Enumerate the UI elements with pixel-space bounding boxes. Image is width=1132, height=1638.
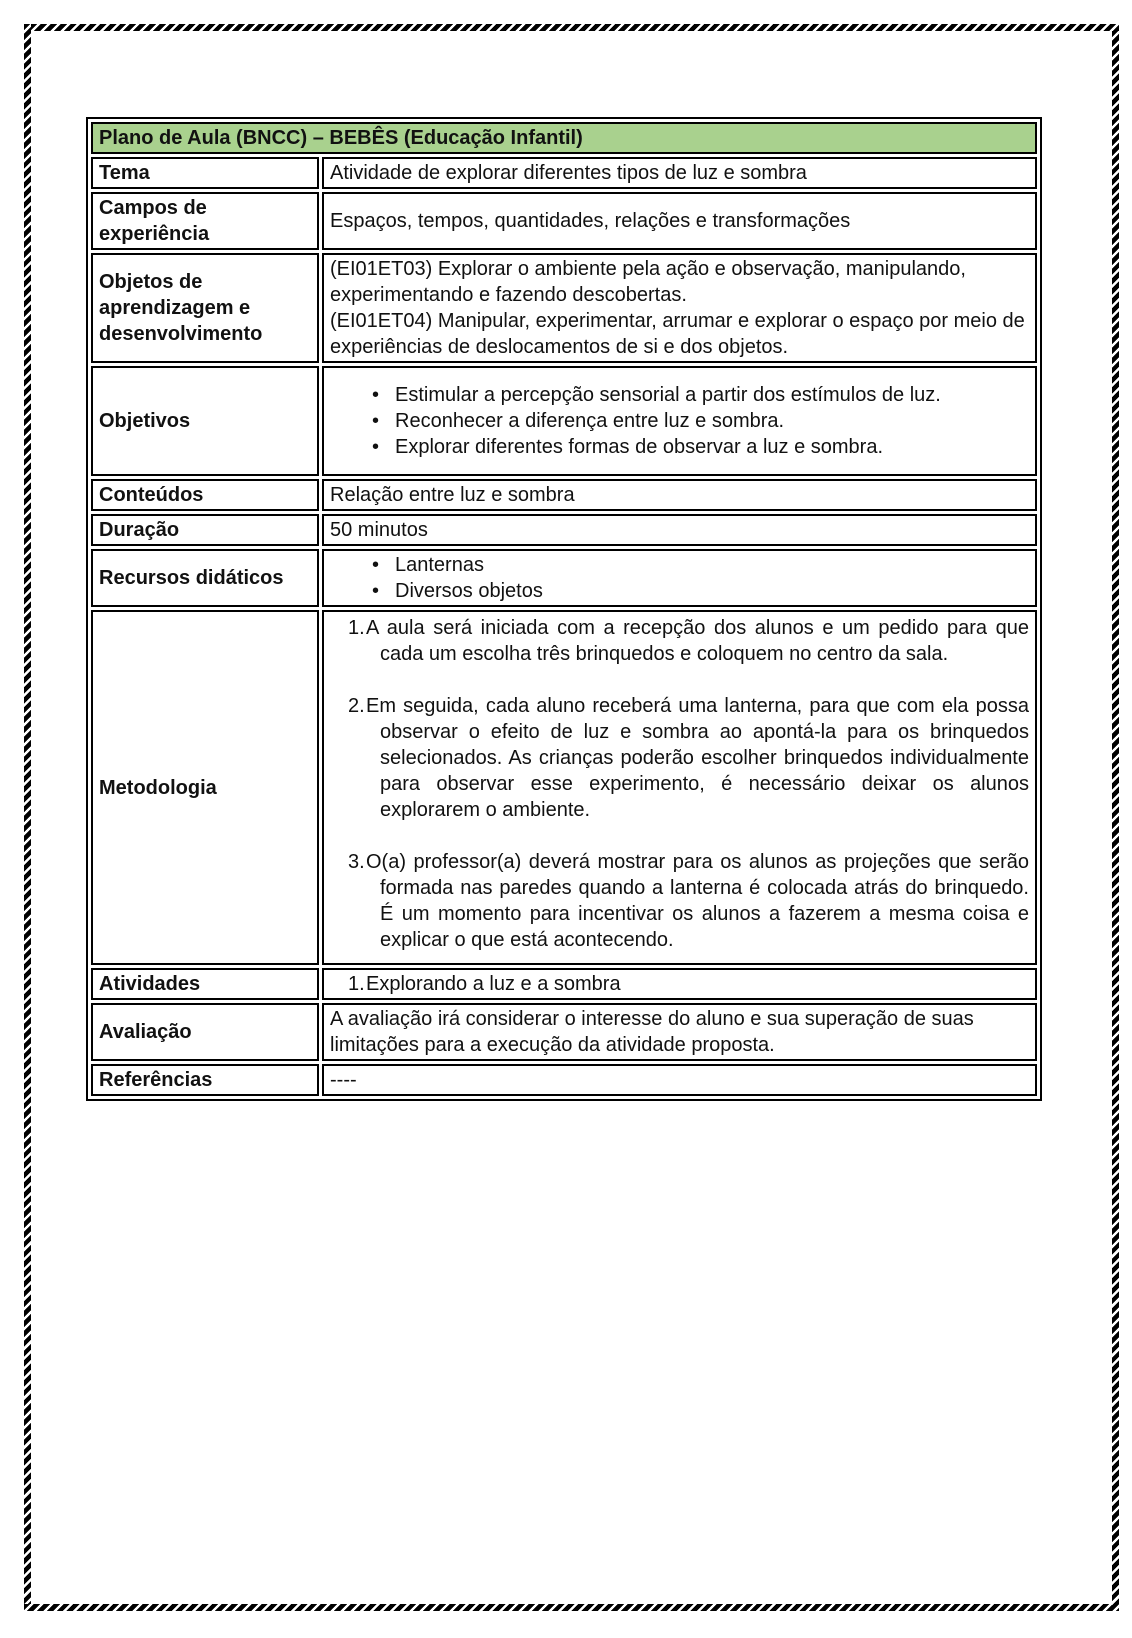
row-content: Relação entre luz e sombra	[322, 479, 1037, 511]
row-label: Tema	[91, 157, 319, 189]
row-content: A avaliação irá considerar o interesse do aluno e sua superação de suas limitações para a execução da atividade proposta.	[322, 1003, 1037, 1061]
table-row	[91, 610, 1037, 965]
row-content	[322, 253, 1037, 363]
numbered-list	[330, 971, 1029, 997]
numbered-item: 1. A aula será iniciada com a recepção dos alunos e um pedido para que cada um escolha três brinquedos e coloquem no centro da sala.	[380, 615, 1029, 667]
bullet-item: • Estimular a percepção sensorial a partir dos estímulos de luz.	[395, 382, 1029, 408]
page-border-top	[31, 24, 1119, 31]
numbered-item: 1. Explorando a luz e a sombra	[380, 971, 1029, 997]
row-label: Objetos de aprendizagem e desenvolvimento	[91, 253, 319, 363]
numbered-list	[330, 615, 1029, 953]
lesson-plan	[86, 117, 1042, 1101]
row-label: Metodologia	[91, 610, 319, 965]
row-label: Duração	[91, 514, 319, 546]
numbered-item: 3. O(a) professor(a) deverá mostrar para os alunos as projeções que serão formada nas paredes quando a lanterna é colocada atrás do brinquedo. É um momento para incentivar os alunos a fazerem a mesma coisa e explicar o que está acontecendo.	[380, 849, 1029, 953]
table-row	[91, 192, 1037, 250]
row-content	[322, 549, 1037, 607]
row-label: Objetivos	[91, 366, 319, 476]
row-label: Campos de experiência	[91, 192, 319, 250]
plan-title: Plano de Aula (BNCC) – BEBÊS (Educação Infantil)	[91, 122, 1037, 154]
row-label: Referências	[91, 1064, 319, 1096]
row-content: Atividade de explorar diferentes tipos de luz e sombra	[322, 157, 1037, 189]
page-border-bottom	[24, 1604, 1112, 1611]
bullet-item: • Reconhecer a diferença entre luz e sombra.	[395, 408, 1029, 434]
table-row	[91, 479, 1037, 511]
table-header-row	[91, 122, 1037, 154]
row-content	[322, 610, 1037, 965]
plan-table-body	[91, 122, 1037, 1096]
row-label: Conteúdos	[91, 479, 319, 511]
lesson-plan-table	[86, 117, 1042, 1101]
table-row	[91, 968, 1037, 1000]
row-content: Espaços, tempos, quantidades, relações e transformações	[322, 192, 1037, 250]
page-border-right	[1112, 31, 1119, 1611]
table-row	[91, 514, 1037, 546]
table-row	[91, 253, 1037, 363]
row-content	[322, 968, 1037, 1000]
table-row	[91, 1064, 1037, 1096]
bullet-list	[330, 552, 1029, 604]
bullet-item: • Explorar diferentes formas de observar a luz e sombra.	[395, 434, 1029, 460]
table-row	[91, 1003, 1037, 1061]
row-label: Recursos didáticos	[91, 549, 319, 607]
bullet-item: • Diversos objetos	[395, 578, 1029, 604]
paragraph: (EI01ET03) Explorar o ambiente pela ação e observação, manipulando, experimentando e fazendo descobertas.	[330, 258, 966, 306]
bullet-item: • Lanternas	[395, 552, 1029, 578]
row-content: 50 minutos	[322, 514, 1037, 546]
table-row	[91, 366, 1037, 476]
row-content	[322, 366, 1037, 476]
row-label: Avaliação	[91, 1003, 319, 1061]
paragraph: (EI01ET04) Manipular, experimentar, arrumar e explorar o espaço por meio de experiências de deslocamentos de si e dos objetos.	[330, 310, 1025, 358]
page-border-left	[24, 24, 31, 1604]
row-content: ----	[322, 1064, 1037, 1096]
table-row	[91, 549, 1037, 607]
numbered-item: 2. Em seguida, cada aluno receberá uma lanterna, para que com ela possa observar o efeito de luz e sombra ao apontá-la para os brinquedos selecionados. As crianças poderão escolher brinquedos individualmente para observar esse experimento, é necessário deixar os alunos explorarem o ambiente.	[380, 693, 1029, 823]
table-row	[91, 157, 1037, 189]
bullet-list	[330, 382, 1029, 460]
row-label: Atividades	[91, 968, 319, 1000]
